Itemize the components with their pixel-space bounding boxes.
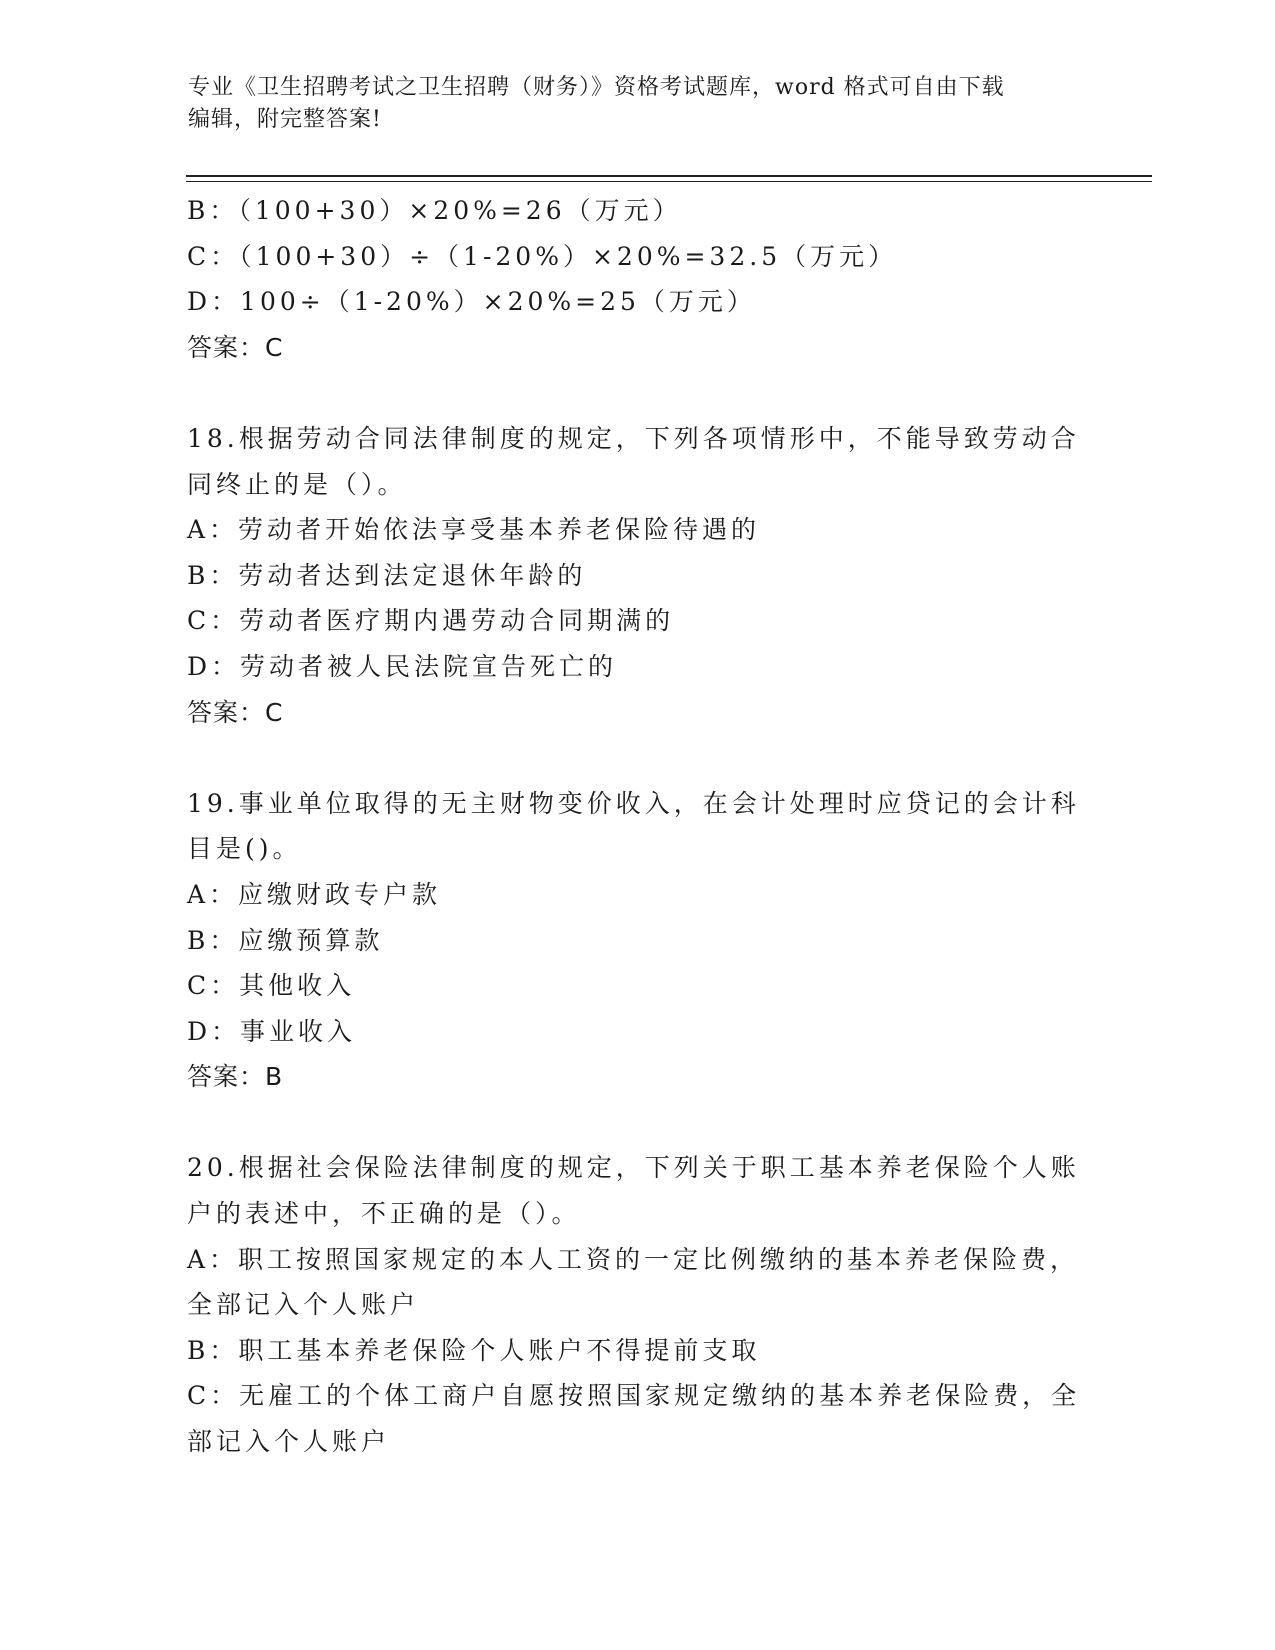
spacer <box>187 735 1087 781</box>
option-c-continued: 部记入个人账户 <box>187 1427 391 1457</box>
option-b: B：应缴预算款 <box>187 925 384 955</box>
option-b: B：劳动者达到法定退休年龄的 <box>187 560 587 590</box>
question-stem: 18.根据劳动合同法律制度的规定，下列各项情形中，不能导致劳动合 <box>187 423 1080 453</box>
option-c: C：（100+30）÷（1-20%）×20%=32.5（万元） <box>187 241 898 271</box>
option-b: B：职工基本养老保险个人账户不得提前支取 <box>187 1335 761 1365</box>
question-stem: 19.事业单位取得的无主财物变价收入，在会计处理时应贷记的会计科 <box>187 788 1080 818</box>
question-20 <box>187 1145 1087 1464</box>
document-header <box>188 72 1088 136</box>
header-divider-thick <box>186 175 1152 177</box>
option-d: D：劳动者被人民法院宣告死亡的 <box>187 651 618 681</box>
header-line-1: 专业《卫生招聘考试之卫生招聘（财务）》资格考试题库，word 格式可自由下载 <box>188 75 1005 100</box>
question-stem-continued: 目是()。 <box>187 834 302 864</box>
answer: 答案：B <box>187 1062 284 1092</box>
question-19 <box>187 781 1087 1100</box>
header-line-2: 编辑，附完整答案! <box>188 107 382 132</box>
question-17 <box>187 188 1087 370</box>
option-c: C：其他收入 <box>187 971 356 1001</box>
option-b: B：（100+30）×20%=26（万元） <box>187 196 682 225</box>
question-stem: 20.根据社会保险法律制度的规定，下列关于职工基本养老保险个人账 <box>187 1153 1080 1183</box>
option-a: A：应缴财政专户款 <box>187 879 442 909</box>
spacer <box>187 370 1087 416</box>
question-stem-continued: 户的表述中，不正确的是（）。 <box>187 1199 581 1229</box>
question-stem-continued: 同终止的是（）。 <box>187 469 407 499</box>
option-a-continued: 全部记入个人账户 <box>187 1290 420 1320</box>
answer: 答案：C <box>187 697 284 727</box>
option-c: C：劳动者医疗期内遇劳动合同期满的 <box>187 606 675 636</box>
option-d: D：100÷（1-20%）×20%=25（万元） <box>187 287 756 317</box>
option-a: A：劳动者开始依法享受基本养老保险待遇的 <box>187 515 761 545</box>
option-d: D：事业收入 <box>187 1016 357 1046</box>
header-divider-thin <box>186 181 1152 182</box>
option-a: A：职工按照国家规定的本人工资的一定比例缴纳的基本养老保险费， <box>187 1244 1080 1274</box>
question-content <box>187 188 1087 1465</box>
answer: 答案：C <box>187 332 284 362</box>
question-18 <box>187 416 1087 735</box>
option-c: C：无雇工的个体工商户自愿按照国家规定缴纳的基本养老保险费，全 <box>187 1381 1081 1411</box>
spacer <box>187 1100 1087 1146</box>
